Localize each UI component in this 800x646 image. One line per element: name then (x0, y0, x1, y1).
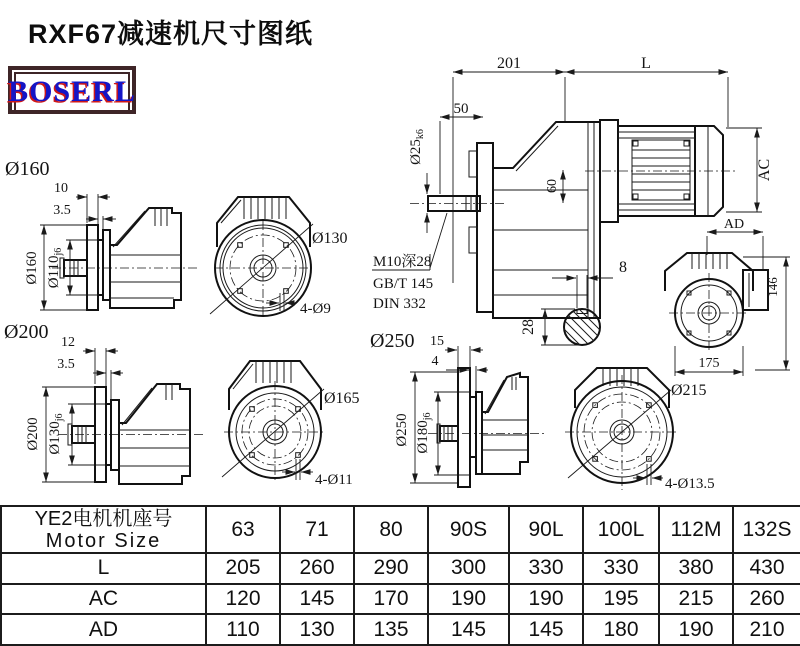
table-header-motor-size (1, 506, 206, 553)
dim-label-60: 60 (545, 179, 560, 193)
dim-label-L: L (641, 55, 651, 72)
cell-AD-100l: 180 (583, 614, 659, 645)
holes-label-4d9: 4-Ø9 (300, 301, 331, 317)
table-row-AD (1, 614, 800, 645)
table-header-cn: YE2电机机座号 (34, 507, 173, 530)
tapped-hole-note (372, 213, 447, 312)
cell-L-112m: 380 (659, 553, 733, 584)
cell-AD-90s: 145 (428, 614, 509, 645)
motor-front-housing (665, 253, 768, 310)
dim-label-8: 8 (619, 259, 627, 276)
row-label-AD: AD (1, 614, 206, 645)
cell-AC-80: 170 (354, 584, 428, 615)
dim-label-shaft-dia: $Ø25_{k6}$ (408, 129, 426, 165)
flange200-outline (58, 384, 205, 484)
cell-AC-63: 120 (206, 584, 280, 615)
front215-view-drawing (553, 366, 800, 518)
boserl-logo-frame (8, 72, 136, 112)
cell-L-100l: 330 (583, 553, 659, 584)
flange250-outline (428, 368, 545, 487)
front165-leaders (222, 389, 324, 480)
dim-label-15: 15 (430, 334, 444, 349)
note-m10: M10深28 (373, 254, 432, 270)
cell-AD-132s: 210 (733, 614, 800, 645)
cell-AD-90l: 145 (509, 614, 583, 645)
table-header-en: Motor Size (45, 529, 162, 552)
dim-label-4: 4 (431, 354, 439, 369)
dim-label-d110: $Ø110_{j6}$ (46, 247, 64, 289)
flange160-title: Ø160 (5, 158, 50, 180)
dim-label-AD: AD (723, 217, 745, 232)
dim-label-3_5b: 3.5 (57, 357, 75, 372)
cell-AD-63: 110 (206, 614, 280, 645)
note-din: DIN 332 (373, 296, 426, 312)
dim-label-d160: Ø160 (24, 251, 40, 285)
motor-front-view-drawing (645, 213, 800, 381)
motor-dimension-table (0, 505, 800, 646)
dim-label-201: 201 (497, 55, 521, 72)
dim-label-175: 175 (698, 356, 720, 371)
cell-L-80: 290 (354, 553, 428, 584)
col-header-90s: 90S (428, 506, 509, 553)
row-label-AC: AC (1, 584, 206, 615)
dim-label-10: 10 (54, 181, 68, 196)
dim-label-28: 28 (520, 319, 537, 335)
col-header-71: 71 (280, 506, 354, 553)
cell-L-63: 205 (206, 553, 280, 584)
flange160-dimensions (40, 194, 116, 310)
flange250-title: Ø250 (370, 330, 415, 352)
holes-label-4d13_5: 4-Ø13.5 (665, 476, 715, 492)
dim-label-d180: $Ø180_{j6}$ (415, 412, 433, 454)
dia-label-165: Ø165 (324, 390, 360, 407)
motor-outline (585, 120, 738, 222)
flange160-side-view-drawing (0, 150, 215, 336)
cell-L-90s: 300 (428, 553, 509, 584)
col-header-80: 80 (354, 506, 428, 553)
dia-label-215: Ø215 (671, 382, 707, 399)
cell-AD-71: 130 (280, 614, 354, 645)
cell-L-90l: 330 (509, 553, 583, 584)
dim-label-AC: AC (756, 158, 773, 182)
dia-label-130: Ø130 (312, 230, 348, 247)
dim-label-146: 146 (765, 277, 780, 297)
boserl-logo (8, 66, 136, 114)
dim-label-12: 12 (61, 335, 75, 350)
dim-label-3_5: 3.5 (53, 203, 71, 218)
cell-AC-100l: 195 (583, 584, 659, 615)
dim-label-d250: Ø250 (394, 413, 410, 447)
front130-view-drawing (196, 183, 362, 325)
cell-AC-90l: 190 (509, 584, 583, 615)
front215-circles (565, 375, 679, 490)
flange200-side-view-drawing (0, 318, 215, 510)
col-header-132s: 132S (733, 506, 800, 553)
cell-AC-132s: 260 (733, 584, 800, 615)
cell-AC-90s: 190 (428, 584, 509, 615)
table-row-AC (1, 584, 800, 615)
motor-front-circles (669, 273, 749, 353)
dim-label-d130: $Ø130_{j6}$ (47, 413, 65, 455)
cell-AD-112m: 190 (659, 614, 733, 645)
cell-AC-112m: 215 (659, 584, 733, 615)
page-title: RXF67减速机尺寸图纸 (28, 19, 314, 49)
col-header-112m: 112M (659, 506, 733, 553)
cell-AD-80: 135 (354, 614, 428, 645)
front165-circles (224, 381, 326, 483)
dim-label-d200: Ø200 (25, 417, 41, 451)
cell-AC-71: 145 (280, 584, 354, 615)
flange200-title: Ø200 (4, 321, 49, 343)
col-header-100l: 100L (583, 506, 659, 553)
cell-L-132s: 430 (733, 553, 800, 584)
holes-label-4d11: 4-Ø11 (315, 472, 353, 488)
boserl-logo-text: BOSERL (8, 75, 136, 108)
front165-view-drawing (210, 353, 378, 515)
col-header-90l: 90L (509, 506, 583, 553)
table-row-L (1, 553, 800, 584)
col-header-63: 63 (206, 506, 280, 553)
note-gbt: GB/T 145 (373, 276, 434, 292)
cell-L-71: 260 (280, 553, 354, 584)
row-label-L: L (1, 553, 206, 584)
dim-label-50: 50 (453, 101, 469, 117)
